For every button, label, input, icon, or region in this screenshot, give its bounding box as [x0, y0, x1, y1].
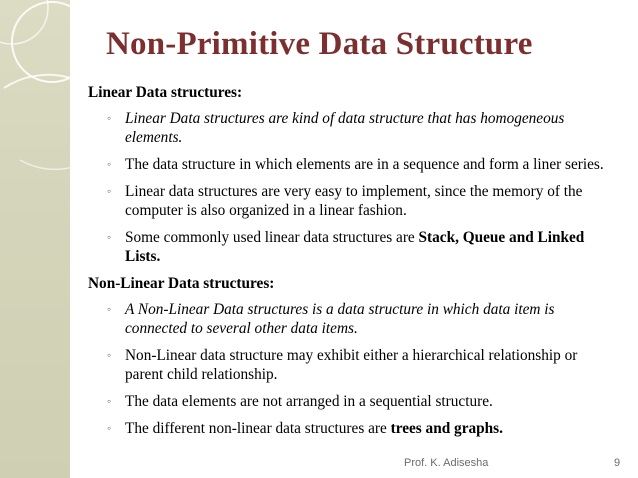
list-item-bold: Stack, Queue and Linked Lists.: [125, 229, 585, 265]
footer-author: Prof. K. Adisesha: [404, 457, 489, 469]
list-item: [88, 300, 618, 338]
list-item-text: A Non-Linear Data structures is a data structure in which data item is connected to several other data items.: [125, 301, 555, 337]
nonlinear-heading: Non-Linear Data structures:: [88, 275, 275, 292]
list-item-bold: trees and graphs.: [390, 420, 503, 437]
bullet-icon: ◦: [107, 394, 112, 408]
bullet-icon: ◦: [107, 348, 112, 362]
linear-heading: Linear Data structures:: [88, 84, 243, 101]
bullet-icon: ◦: [107, 184, 112, 198]
list-item-text: Linear data structures are very easy to implement, since the memory of the computer is also organized in a linear fashion.: [125, 183, 583, 219]
list-item: [88, 182, 618, 220]
list-item-text: Non-Linear data structure may exhibit either a hierarchical relationship or parent child relationship.: [125, 347, 578, 383]
list-item: [88, 155, 618, 174]
bullet-icon: ◦: [107, 111, 112, 125]
bullet-icon: ◦: [107, 157, 112, 171]
nonlinear-list: [88, 300, 618, 438]
list-item: [88, 109, 618, 147]
page-number: 9: [614, 457, 621, 469]
list-item-text: Some commonly used linear data structures are: [125, 229, 419, 246]
slide-title: Non-Primitive Data Structure: [106, 26, 533, 62]
bullet-icon: ◦: [107, 421, 112, 435]
list-item-text: The data elements are not arranged in a sequential structure.: [125, 393, 493, 410]
decorative-ring: [0, 0, 48, 44]
list-item-text: The different non-linear data structures are: [125, 420, 391, 437]
list-item: [88, 228, 618, 266]
linear-list: [88, 109, 618, 266]
bullet-icon: ◦: [107, 230, 112, 244]
bullet-icon: ◦: [107, 302, 112, 316]
slide-body: [88, 83, 618, 446]
list-item: [88, 392, 618, 411]
list-item: [88, 419, 618, 438]
list-item-text: Linear Data structures are kind of data structure that has homogeneous elements.: [125, 110, 565, 146]
list-item: [88, 346, 618, 384]
list-item-text: The data structure in which elements are in a sequence and form a liner series.: [125, 156, 604, 173]
